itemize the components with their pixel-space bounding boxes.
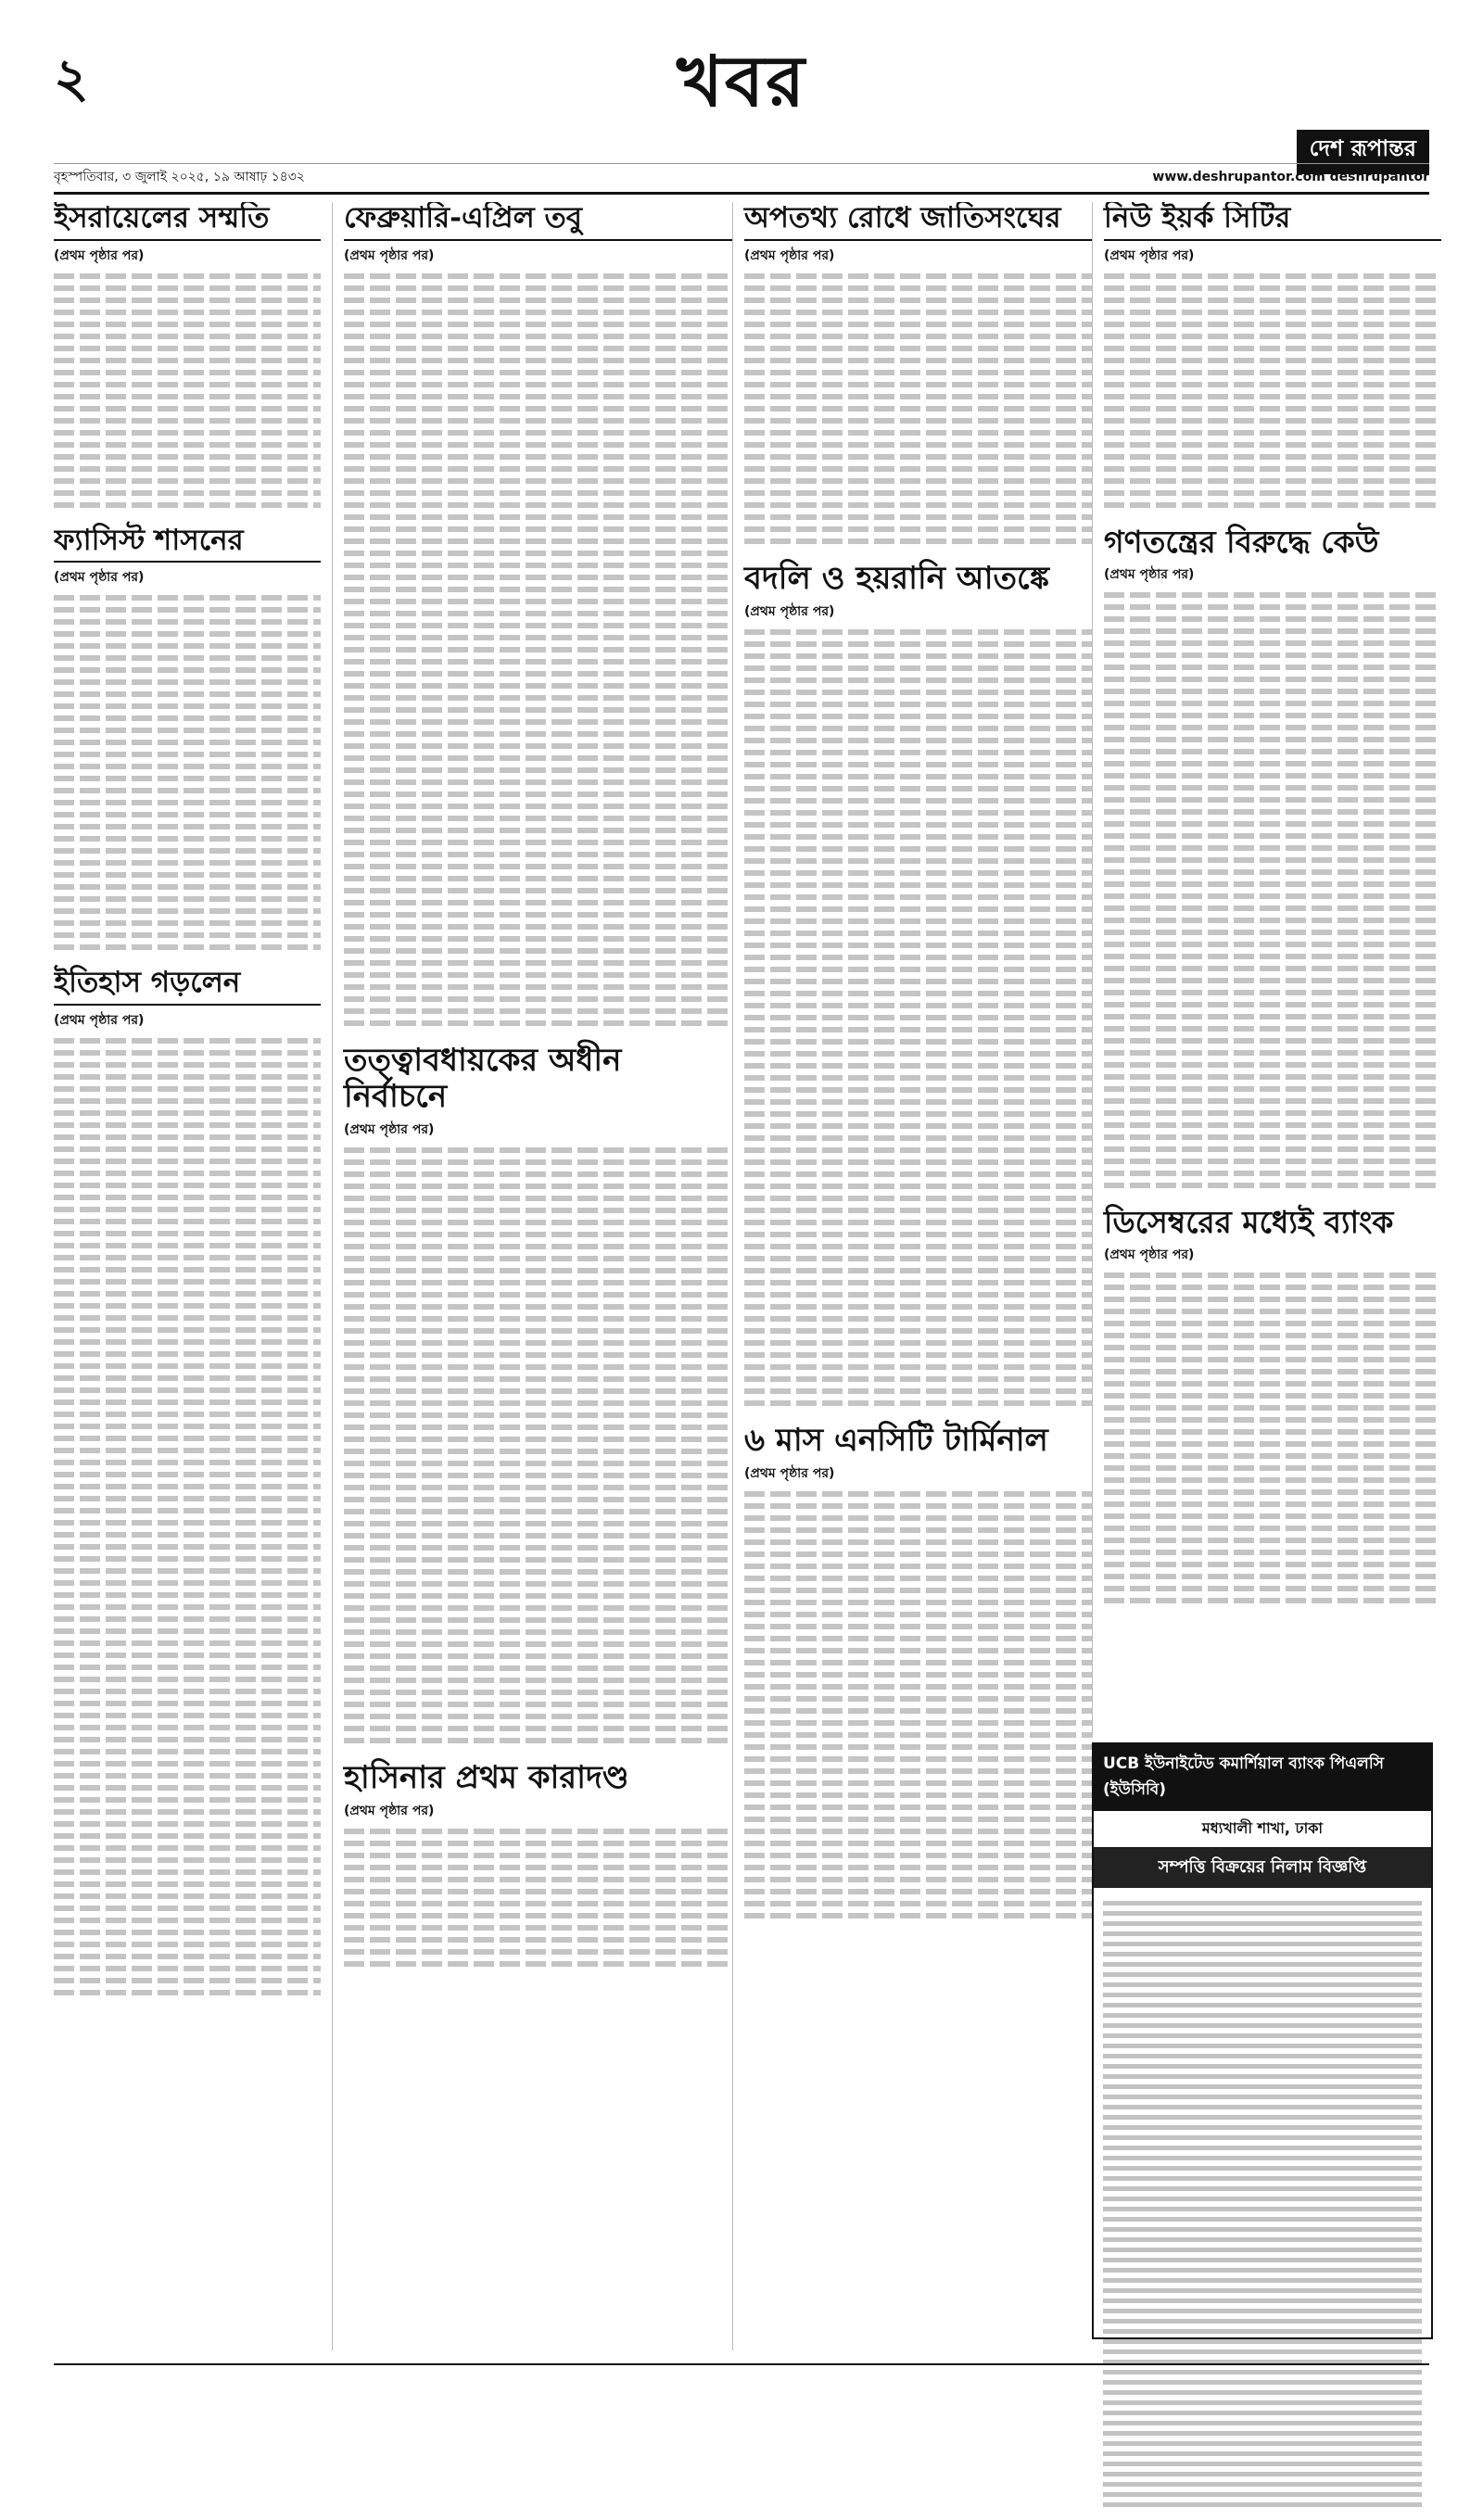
story-headline[interactable]: ইতিহাস গড়লেন xyxy=(54,967,321,1006)
column-2 xyxy=(332,202,733,2350)
story-body xyxy=(1104,1273,1441,1603)
story xyxy=(744,202,1093,544)
bank-name: UCB ইউনাইটেড কমার্শিয়াল ব্যাংক পিএলসি (ইউসিবি) xyxy=(1094,1744,1431,1811)
story-headline[interactable]: ফ্যাসিস্ট শাসনের xyxy=(54,525,321,564)
story-body xyxy=(54,273,321,508)
column-4 xyxy=(1092,202,1441,1735)
story xyxy=(1104,202,1441,508)
story xyxy=(1104,525,1441,1188)
story-continuation: (প্রথম পৃষ্ঠার পর) xyxy=(344,247,435,263)
story-body xyxy=(344,273,733,1026)
story-body xyxy=(744,1491,1093,1918)
story-headline[interactable]: ইসরায়েলের সম্মতি xyxy=(54,202,321,241)
story-body xyxy=(344,1829,733,1967)
story-continuation: (প্রথম পৃষ্ঠার পর) xyxy=(1104,1247,1195,1262)
story-continuation: (প্রথম পৃষ্ঠার পর) xyxy=(344,1121,435,1137)
story xyxy=(744,561,1093,1406)
brand-logo[interactable]: দেশ রূপান্তর xyxy=(1297,130,1429,174)
story-headline[interactable]: ৬ মাস এনসিটি টার্মিনাল xyxy=(744,1421,1048,1459)
column-3 xyxy=(732,202,1093,2350)
story-continuation: (প্রথম পৃষ্ঠার পর) xyxy=(344,1803,435,1818)
story-continuation: (প্রথম পৃষ্ঠার পর) xyxy=(54,570,145,586)
story xyxy=(744,1423,1093,1918)
story-body xyxy=(344,1147,733,1743)
section-title: খবর xyxy=(676,40,806,122)
story-headline[interactable]: গণতন্ত্রের বিরুদ্ধে কেউ xyxy=(1104,523,1379,560)
column-1 xyxy=(54,202,321,2350)
story xyxy=(344,1760,733,1967)
story-headline[interactable]: তত্ত্বাবধায়কের অধীন নির্বাচনে xyxy=(344,1041,622,1115)
story xyxy=(344,202,733,1026)
story-body xyxy=(1104,592,1441,1188)
issue-date: বৃহস্পতিবার, ৩ জুলাই ২০২৫, ১৯ আষাঢ় ১৪৩২ xyxy=(54,170,305,184)
story xyxy=(344,1043,733,1743)
story xyxy=(54,525,321,951)
story-headline[interactable]: হাসিনার প্রথম কারাদণ্ড xyxy=(344,1758,629,1796)
story-continuation: (প্রথম পৃষ্ঠার পর) xyxy=(54,1012,145,1028)
footer-rule xyxy=(54,2363,1429,2373)
story xyxy=(1104,1205,1441,1603)
masthead xyxy=(54,17,1429,161)
story-headline[interactable]: ডিসেম্বরের মধ্যেই ব্যাংক xyxy=(1104,1203,1394,1240)
website-link[interactable]: www.deshrupantor.com deshrupantor xyxy=(1152,170,1429,184)
story-body xyxy=(54,1038,321,1995)
dateline xyxy=(54,163,1429,195)
story-headline[interactable]: ফেব্রুয়ারি-এপ্রিল তবু xyxy=(344,202,733,241)
story-body xyxy=(1104,273,1441,508)
story-headline[interactable]: অপতথ্য রোধে জাতিসংঘের xyxy=(744,202,1093,241)
auction-notice-ad xyxy=(1092,1742,1433,2339)
auction-notice-title: সম্পত্তি বিক্রয়ের নিলাম বিজ্ঞপ্তি xyxy=(1094,1848,1431,1888)
story-continuation: (প্রথম পৃষ্ঠার পর) xyxy=(1104,247,1195,263)
story xyxy=(54,202,321,508)
ad-body xyxy=(1094,1888,1431,2520)
story-headline[interactable]: নিউ ইয়র্ক সিটির xyxy=(1104,202,1441,241)
story-continuation: (প্রথম পৃষ্ঠার পর) xyxy=(744,1465,835,1481)
story-body xyxy=(54,595,321,950)
story-headline[interactable]: বদলি ও হয়রানি আতঙ্কে xyxy=(744,559,1049,597)
story xyxy=(54,967,321,1995)
story-body xyxy=(744,629,1093,1406)
branch-name: মধ্যখালী শাখা, ঢাকা xyxy=(1094,1811,1431,1848)
page-number: ২ xyxy=(54,46,89,109)
story-continuation: (প্রথম পৃষ্ঠার পর) xyxy=(744,603,835,619)
story-continuation: (প্রথম পৃষ্ঠার পর) xyxy=(744,247,835,263)
story-continuation: (প্রথম পৃষ্ঠার পর) xyxy=(54,247,145,263)
story-body xyxy=(744,273,1093,544)
story-continuation: (প্রথম পৃষ্ঠার পর) xyxy=(1104,566,1195,582)
